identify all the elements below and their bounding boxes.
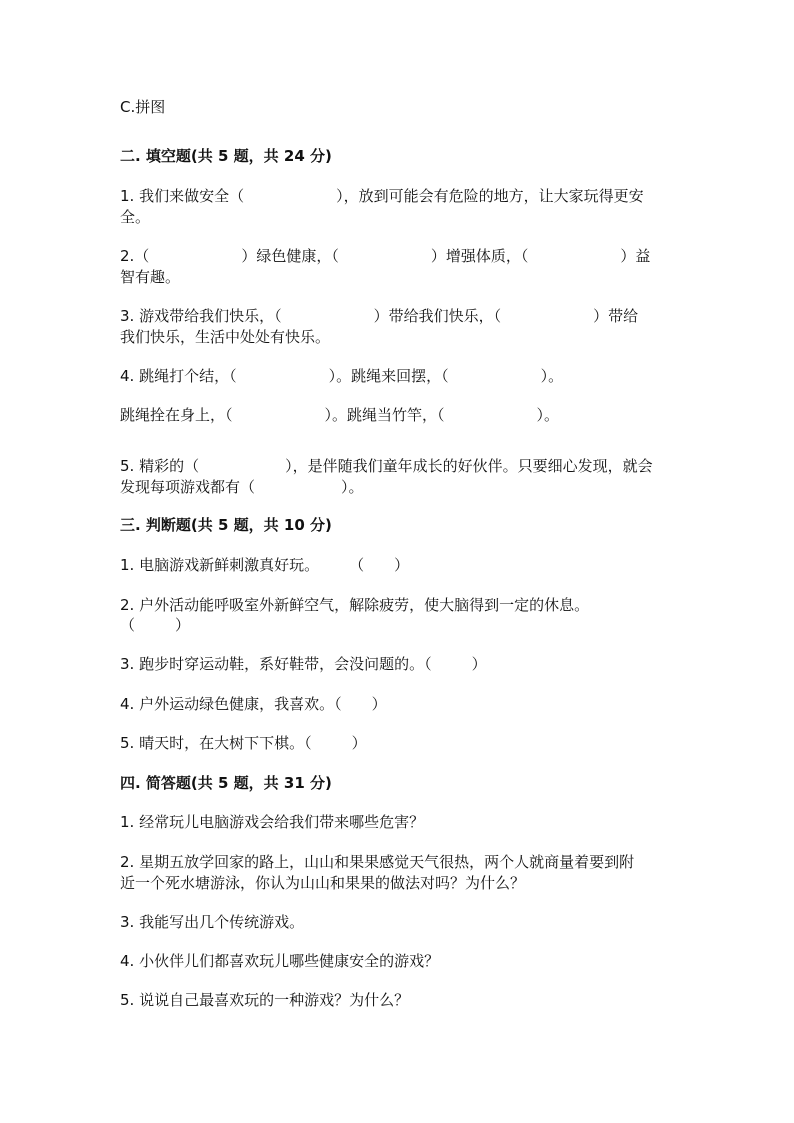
short-q2-line1: 2. 星期五放学回家的路上，山山和果果感觉天气很热，两个人就商量着要到附 [120, 853, 635, 871]
section2-heading: 二. 填空题(共 5 题，共 24 分) [120, 147, 332, 165]
judge-q4: 4. 户外运动绿色健康，我喜欢。（ ） [120, 695, 387, 713]
fill-q2-line1: 2.（ ）绿色健康，（ ）增强体质，（ ）益 [120, 247, 651, 265]
short-q3: 3. 我能写出几个传统游戏。 [120, 913, 305, 931]
short-q4: 4. 小伙伴儿们都喜欢玩儿哪些健康安全的游戏？ [120, 952, 440, 970]
short-q2-line2: 近一个死水塘游泳，你认为山山和果果的做法对吗？为什么？ [120, 874, 526, 892]
short-q5: 5. 说说自己最喜欢玩的一种游戏？为什么？ [120, 991, 410, 1009]
judge-q2-line2: （ ） [120, 616, 191, 634]
fill-q1-line2: 全。 [120, 208, 151, 226]
short-q1: 1. 经常玩儿电脑游戏会给我们带来哪些危害？ [120, 813, 425, 831]
section3-heading: 三. 判断题(共 5 题，共 10 分) [120, 516, 332, 534]
fill-q3-line1: 3. 游戏带给我们快乐，（ ）带给我们快乐，（ ）带给 [120, 307, 639, 325]
judge-q3: 3. 跑步时穿运动鞋，系好鞋带，会没问题的。（ ） [120, 655, 487, 673]
option-c: C.拼图 [120, 98, 166, 116]
judge-q1: 1. 电脑游戏新鲜刺激真好玩。 （ ） [120, 556, 410, 574]
judge-q2-line1: 2. 户外活动能呼吸室外新鲜空气，解除疲劳，使大脑得到一定的休息。 [120, 596, 590, 614]
fill-q5-line1: 5. 精彩的（ ），是伴随我们童年成长的好伙伴。只要细心发现，就会 [120, 457, 653, 475]
section4-heading: 四. 简答题(共 5 题，共 31 分) [120, 774, 332, 792]
fill-q2-line2: 智有趣。 [120, 268, 181, 286]
judge-q5: 5. 晴天时，在大树下下棋。（ ） [120, 734, 367, 752]
fill-q5-line2: 发现每项游戏都有（ ）。 [120, 478, 364, 496]
fill-q4-line1: 4. 跳绳打个结，（ ）。跳绳来回摆，（ ）。 [120, 367, 564, 385]
fill-q3-line2: 我们快乐，生活中处处有快乐。 [120, 328, 331, 346]
fill-q4-line2: 跳绳拴在身上，（ ）。跳绳当竹竿，（ ）。 [120, 406, 560, 424]
fill-q1-line1: 1. 我们来做安全（ ），放到可能会有危险的地方，让大家玩得更安 [120, 187, 644, 205]
